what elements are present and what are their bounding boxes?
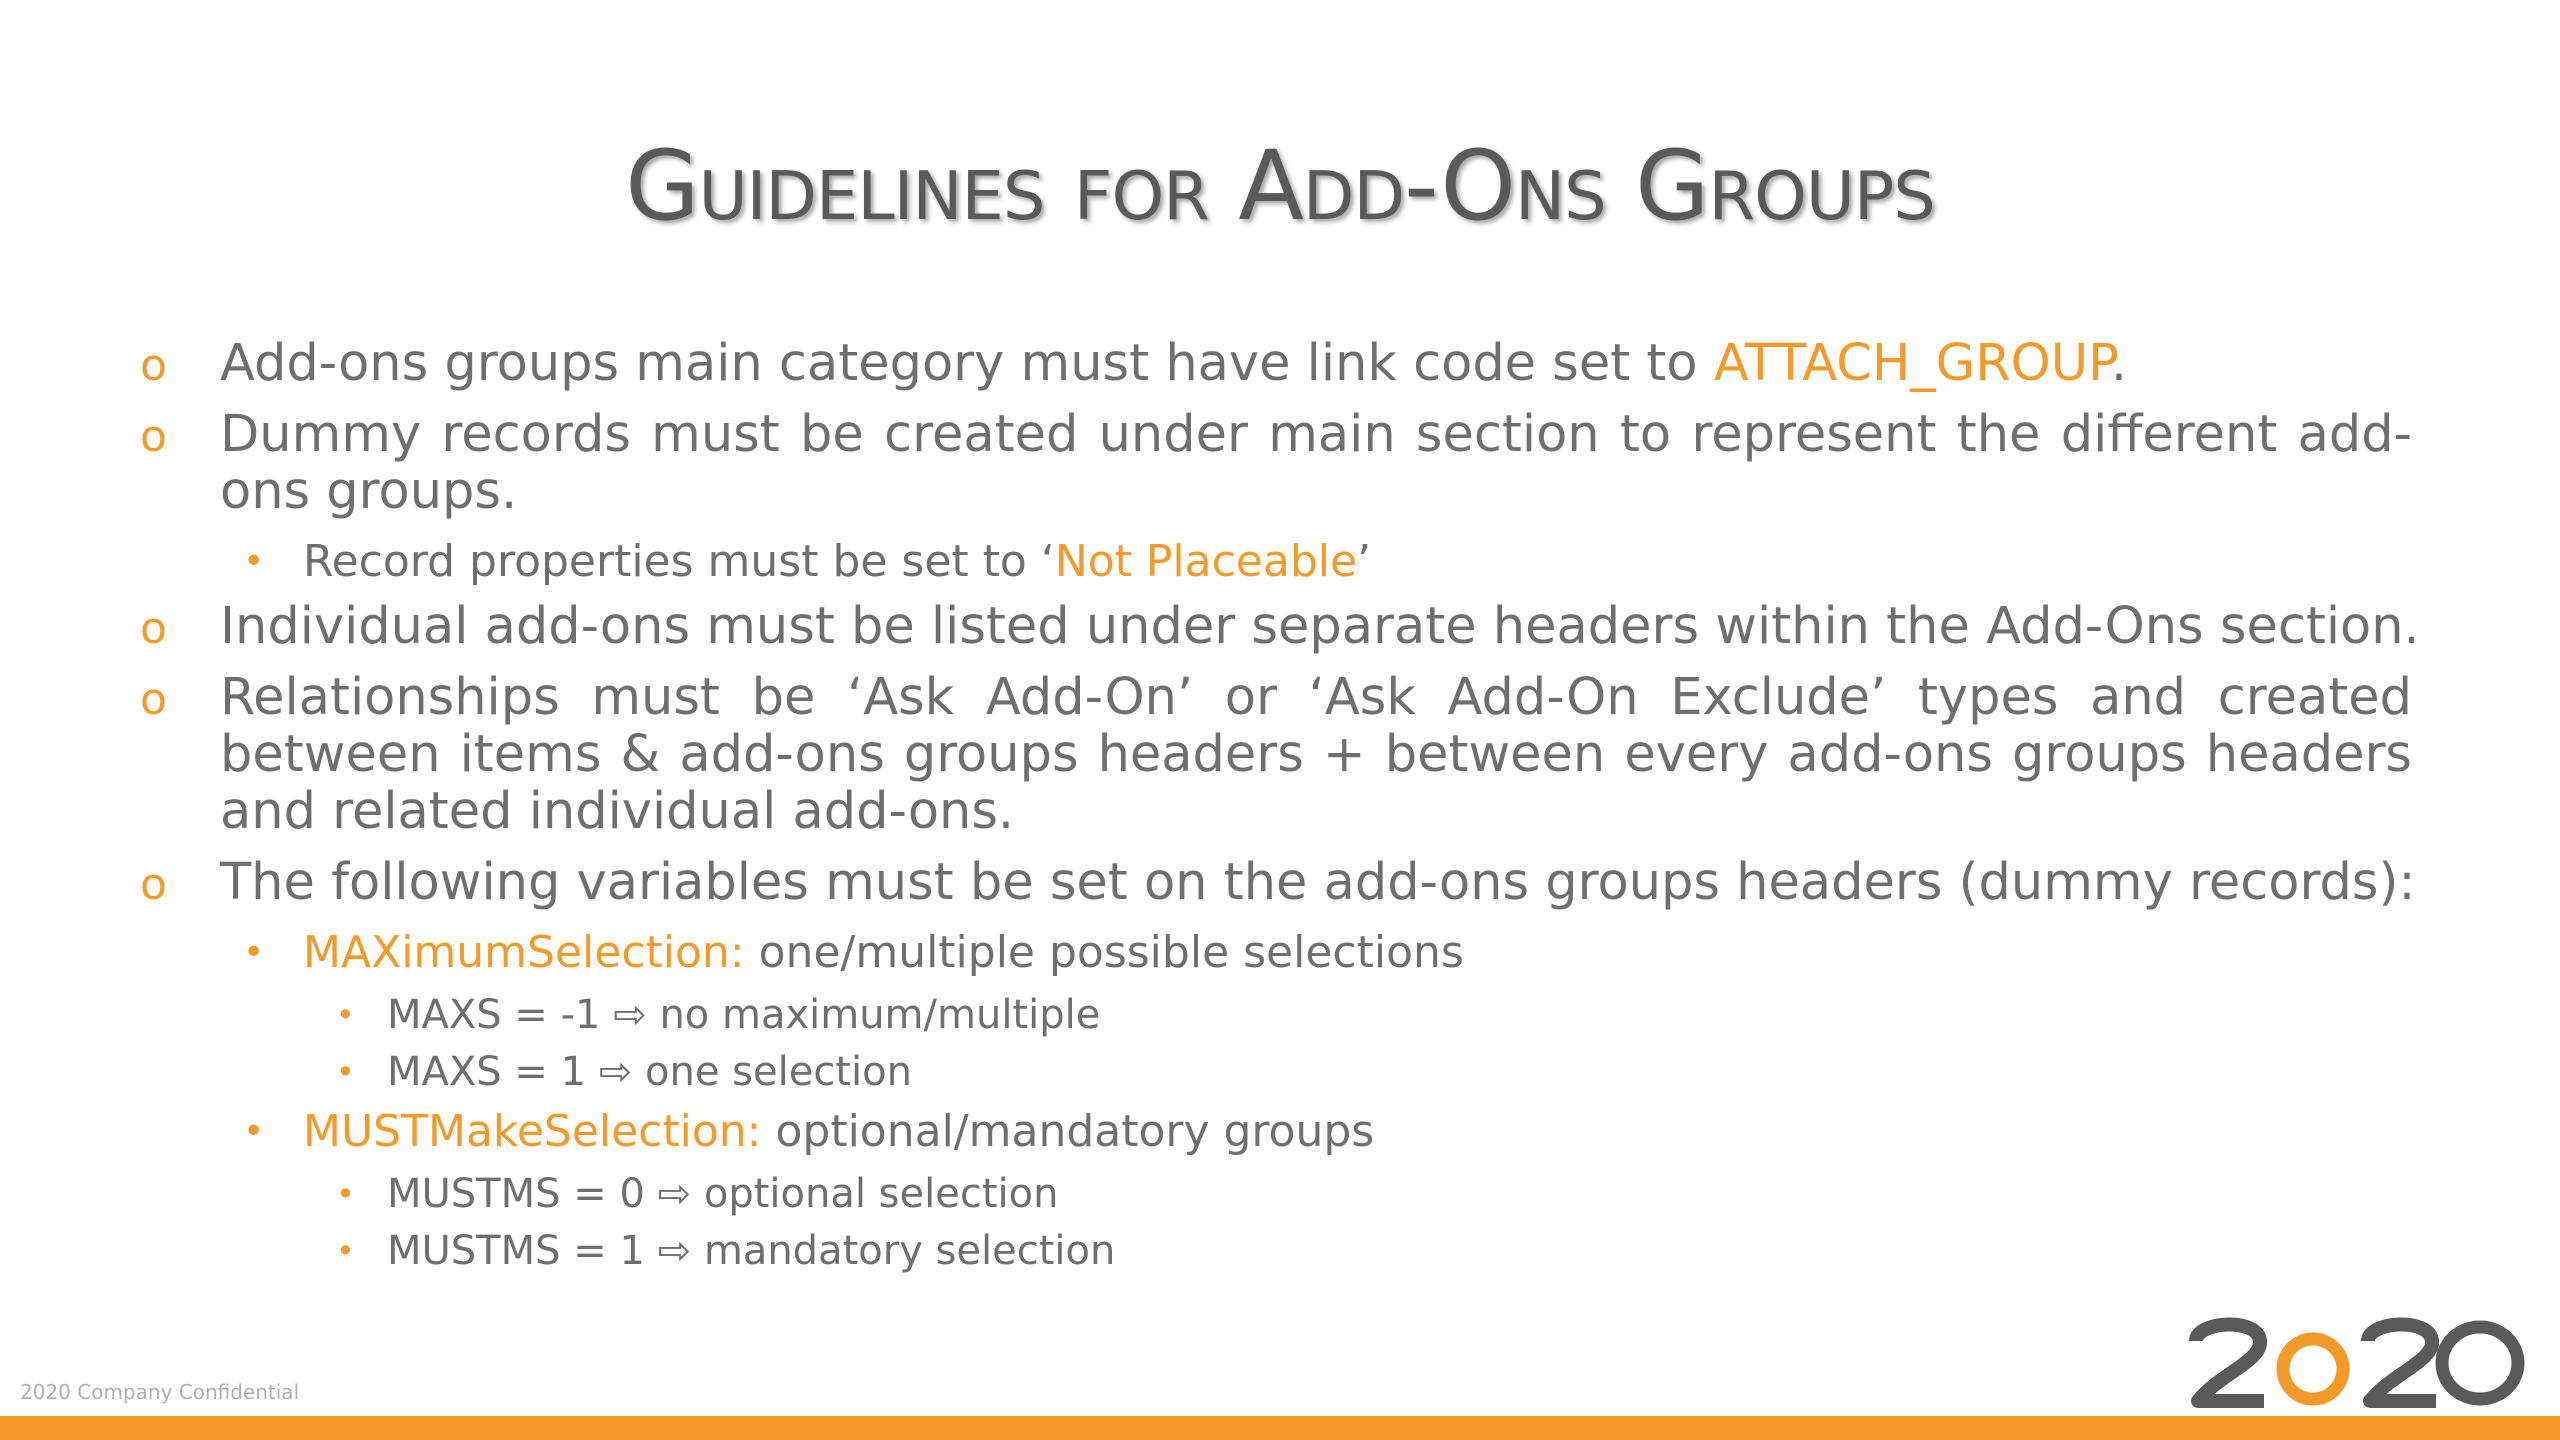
sub-sub-bullet-text: MUSTMS = 0 ⇨ optional selection bbox=[387, 1171, 1059, 1217]
bullet-text-end: . bbox=[2110, 334, 2128, 393]
sub-bullet-text: Record properties must be set to ‘ bbox=[303, 536, 1055, 587]
bullet-marker: o bbox=[140, 603, 167, 654]
sub-bullet-marker: • bbox=[243, 541, 265, 582]
bullet-relationships bbox=[140, 669, 2412, 840]
bullet-list bbox=[140, 334, 2420, 1282]
bullet-marker: o bbox=[140, 411, 167, 462]
bullet-text: Relationships must be ‘Ask Add-On’ or ‘Ask Add-On Exclude’ types and created between items & add-ons groups headers + between every add-ons groups headers and related individual add-ons. bbox=[220, 668, 2412, 841]
sub-bullet-must-make-selection bbox=[140, 1104, 2412, 1160]
sub-sub-bullet-mustms-optional bbox=[140, 1168, 2412, 1220]
sub-bullet-marker: • bbox=[243, 932, 265, 973]
highlight-maximum-selection: MAXimumSelection: bbox=[303, 927, 745, 978]
bullet-text: The following variables must be set on the add-ons groups headers (dummy records): bbox=[220, 853, 2416, 912]
bullet-marker: o bbox=[140, 859, 167, 910]
bullet-text: Add-ons groups main category must have link code set to bbox=[220, 334, 1714, 393]
sub-sub-bullet-text: MUSTMS = 1 ⇨ mandatory selection bbox=[387, 1228, 1116, 1274]
sub-bullet-text: optional/mandatory groups bbox=[761, 1106, 1375, 1157]
2020-logo-icon bbox=[2188, 1313, 2528, 1409]
bullet-dummy-records bbox=[140, 406, 2412, 520]
highlight-must-make-selection: MUSTMakeSelection: bbox=[303, 1106, 762, 1157]
highlight-not-placeable: Not Placeable bbox=[1054, 536, 1358, 587]
logo-text: 2020 bbox=[2188, 1313, 2191, 1314]
sub-bullet-marker: • bbox=[243, 1111, 265, 1152]
sub-sub-bullet-maxs-one bbox=[140, 1046, 2412, 1098]
slide-title: Guidelines for Add-Ons Groups bbox=[625, 130, 1935, 242]
sub-bullet-not-placeable bbox=[140, 534, 2412, 590]
bottom-accent-bar bbox=[0, 1416, 2560, 1440]
bullet-variables bbox=[140, 853, 2416, 912]
bullet-individual-addons bbox=[140, 597, 2420, 656]
sub-sub-bullet-text: MAXS = 1 ⇨ one selection bbox=[387, 1049, 912, 1095]
sub-bullet-maximum-selection bbox=[140, 925, 2412, 981]
sub-sub-bullet-text: MAXS = -1 ⇨ no maximum/multiple bbox=[387, 992, 1101, 1038]
sub-sub-bullet-marker: • bbox=[336, 1232, 355, 1270]
sub-sub-bullet-marker: • bbox=[336, 1175, 355, 1213]
sub-sub-bullet-maxs-multiple bbox=[140, 989, 2412, 1041]
sub-sub-bullet-marker: • bbox=[336, 1053, 355, 1091]
bullet-text: Dummy records must be created under main section to represent the different add-ons groups. bbox=[220, 405, 2412, 521]
bullet-marker: o bbox=[140, 340, 167, 391]
sub-sub-bullet-marker: • bbox=[336, 996, 355, 1034]
confidential-notice: 2020 Company Confidential bbox=[20, 1380, 300, 1404]
bullet-marker: o bbox=[140, 674, 167, 725]
bullet-text: Individual add-ons must be listed under separate headers within the Add-Ons section. bbox=[220, 597, 2420, 656]
highlight-attach-group: ATTACH_GROUP bbox=[1713, 334, 2111, 393]
sub-bullet-text: one/multiple possible selections bbox=[744, 927, 1464, 978]
sub-bullet-text-end: ’ bbox=[1357, 536, 1372, 587]
bullet-attach-group bbox=[140, 335, 2412, 392]
sub-sub-bullet-mustms-mandatory bbox=[140, 1225, 2412, 1277]
